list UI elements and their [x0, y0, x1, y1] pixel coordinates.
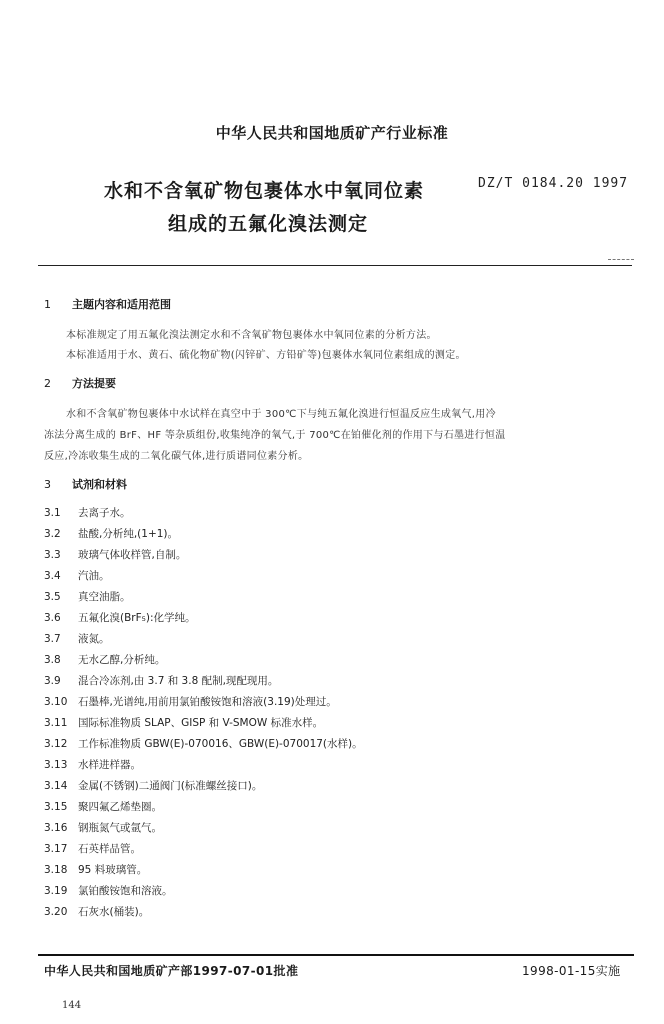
item-number: 3.12 — [44, 738, 68, 750]
section-3-number: 3 — [44, 478, 51, 491]
item-text: 去离子水。 — [78, 507, 131, 519]
list-item — [44, 589, 131, 604]
item-text: 无水乙醇,分析纯。 — [78, 654, 166, 666]
item-number: 3.6 — [44, 612, 61, 624]
item-number: 3.17 — [44, 843, 68, 855]
list-item — [44, 904, 149, 919]
item-number: 3.14 — [44, 780, 68, 792]
list-item — [44, 757, 141, 772]
approval-statement: 中华人民共和国地质矿产部1997-07-01批准 — [44, 964, 299, 978]
header-divider-tail — [608, 259, 634, 260]
item-number: 3.18 — [44, 864, 68, 876]
standard-code: DZ/T 0184.20 1997 — [478, 176, 629, 191]
item-text: 玻璃气体收样管,自制。 — [78, 549, 187, 561]
item-number: 3.5 — [44, 591, 61, 603]
item-text: 液氮。 — [78, 633, 110, 645]
section-1-paragraph-1: 本标准规定了用五氟化溴法测定水和不含氧矿物包裹体水中氧同位素的分析方法。 — [66, 330, 437, 341]
item-number: 3.19 — [44, 885, 68, 897]
list-item — [44, 673, 278, 688]
item-number: 3.20 — [44, 906, 68, 918]
section-1-title: 主题内容和适用范围 — [72, 298, 171, 311]
item-text: 石英样品管。 — [78, 843, 141, 855]
section-2-paragraph-line-1: 水和不含氧矿物包裹体中水试样在真空中于 300℃下与纯五氟化溴进行恒温反应生成氧气,用冷 — [66, 409, 496, 420]
section-2-title: 方法提要 — [72, 377, 116, 390]
item-text: 五氟化溴(BrF₅):化学纯。 — [78, 612, 196, 624]
section-2-heading — [44, 375, 116, 391]
list-item — [44, 568, 110, 583]
section-1-paragraph-2: 本标准适用于水、黄石、硫化物矿物(闪锌矿、方铅矿等)包裹体水氧同位素组成的测定。 — [66, 350, 466, 361]
item-text: 聚四氟乙烯垫圈。 — [78, 801, 162, 813]
list-item — [44, 820, 162, 835]
industry-standard-heading: 中华人民共和国地质矿产行业标准 — [215, 124, 449, 142]
item-number: 3.1 — [44, 507, 61, 519]
section-3-heading — [44, 476, 127, 492]
item-number: 3.2 — [44, 528, 61, 540]
list-item — [44, 715, 323, 730]
list-item — [44, 799, 162, 814]
item-text: 石墨棒,光谱纯,用前用氯铂酸铵饱和溶液(3.19)处理过。 — [78, 696, 337, 708]
implementation-date: 1998-01-15实施 — [522, 964, 621, 978]
list-item — [44, 610, 196, 625]
list-item — [44, 505, 131, 520]
item-text: 95 料玻璃管。 — [78, 864, 148, 876]
list-item — [44, 694, 337, 709]
item-text: 混合冷冻剂,由 3.7 和 3.8 配制,现配现用。 — [78, 675, 279, 687]
item-text: 汽油。 — [78, 570, 110, 582]
item-text: 真空油脂。 — [78, 591, 131, 603]
item-text: 氯铂酸铵饱和溶液。 — [78, 885, 173, 897]
section-2-paragraph-line-3: 反应,冷冻收集生成的二氧化碳气体,进行质谱同位素分析。 — [44, 451, 309, 462]
item-text: 国际标准物质 SLAP、GISP 和 V-SMOW 标准水样。 — [78, 717, 324, 729]
item-text: 金属(不锈钢)二通阀门(标准螺丝接口)。 — [78, 780, 263, 792]
list-item — [44, 778, 262, 793]
item-number: 3.7 — [44, 633, 61, 645]
list-item — [44, 652, 165, 667]
item-number: 3.13 — [44, 759, 68, 771]
item-number: 3.3 — [44, 549, 61, 561]
document-title-line-2: 组成的五氟化溴法测定 — [168, 213, 369, 235]
list-item — [44, 526, 178, 541]
section-1-heading — [44, 296, 171, 312]
item-number: 3.15 — [44, 801, 68, 813]
list-item — [44, 631, 110, 646]
list-item — [44, 736, 363, 751]
item-number: 3.8 — [44, 654, 61, 666]
page-number: 144 — [62, 1000, 82, 1011]
item-text: 石灰水(桶装)。 — [78, 906, 150, 918]
item-text: 盐酸,分析纯,(1+1)。 — [78, 528, 179, 540]
section-2-number: 2 — [44, 377, 51, 390]
item-number: 3.16 — [44, 822, 68, 834]
section-1-number: 1 — [44, 298, 51, 311]
section-2-paragraph-line-2: 冻法分离生成的 BrF、HF 等杂质组份,收集纯净的氧气,于 700℃在铂催化剂的作用下与石墨进行恒温 — [44, 430, 506, 441]
item-text: 钢瓶氮气或氩气。 — [78, 822, 162, 834]
item-number: 3.11 — [44, 717, 68, 729]
item-text: 工作标准物质 GBW(E)-070016、GBW(E)-070017(水样)。 — [78, 738, 363, 750]
section-3-title: 试剂和材料 — [72, 478, 127, 491]
list-item — [44, 547, 186, 562]
header-divider — [38, 265, 632, 266]
list-item — [44, 883, 173, 898]
list-item — [44, 841, 141, 856]
item-number: 3.4 — [44, 570, 61, 582]
item-text: 水样进样器。 — [78, 759, 141, 771]
item-number: 3.9 — [44, 675, 61, 687]
list-item — [44, 862, 147, 877]
item-number: 3.10 — [44, 696, 68, 708]
footer-divider — [38, 954, 634, 956]
document-title-line-1: 水和不含氧矿物包裹体水中氧同位素 — [104, 180, 425, 202]
